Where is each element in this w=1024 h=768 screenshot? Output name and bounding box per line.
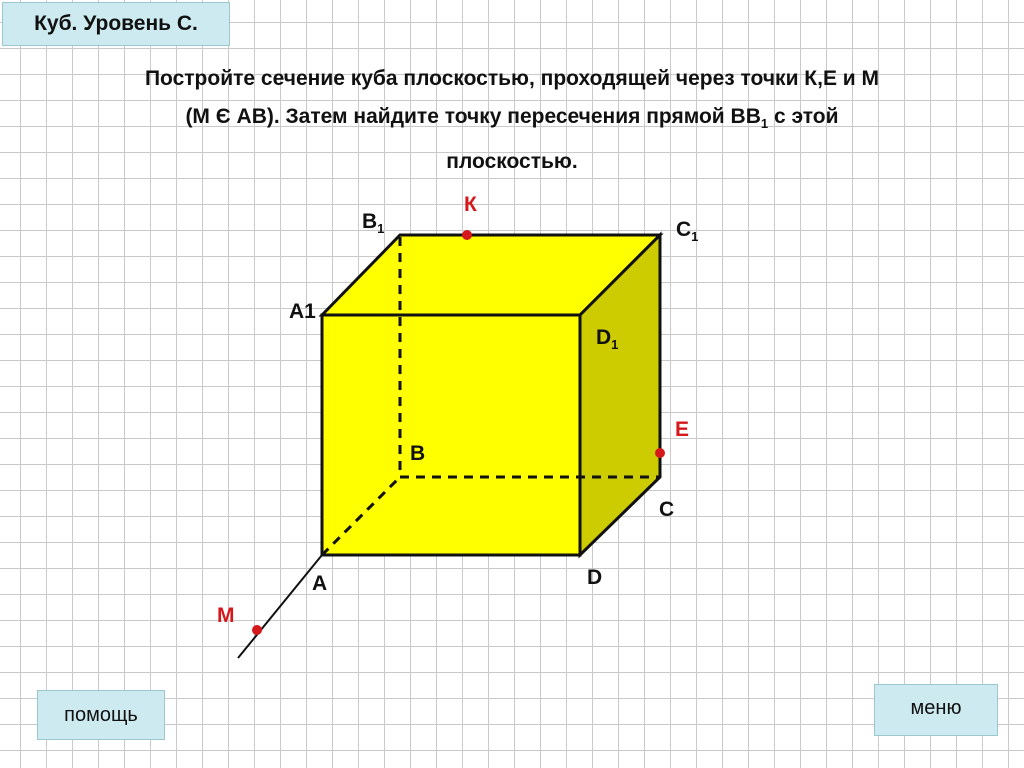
label-e: Е	[675, 418, 690, 441]
point-e	[655, 448, 665, 458]
task-line-2-text: (М Є АВ). Затем найдите точку пересечения прямой ВВ	[185, 105, 761, 128]
line-ab-extension	[238, 555, 322, 658]
label-c1: $С_1$	[676, 218, 699, 245]
help-button-label: помощь	[64, 703, 138, 726]
task-line-1: Постройте сечение куба плоскостью, проходящей через точки К,Е и М	[144, 67, 880, 90]
label-a: А	[312, 572, 328, 595]
label-a1: А1	[289, 300, 316, 323]
cube-front-face	[322, 315, 580, 555]
label-d1: $D_1$	[596, 326, 619, 353]
point-m	[252, 625, 262, 635]
label-b: В	[410, 442, 426, 465]
label-m: М	[217, 604, 235, 627]
task-line-2-end: с этой	[768, 105, 839, 128]
label-k: К	[464, 193, 477, 216]
help-button[interactable]	[37, 690, 165, 740]
menu-button-label: меню	[910, 697, 962, 719]
label-d: D	[587, 566, 603, 589]
point-k	[462, 230, 472, 240]
label-b1: $В_1$	[362, 210, 385, 237]
menu-button[interactable]	[874, 684, 998, 736]
label-c: С	[659, 498, 675, 521]
task-line-3: плоскостью.	[446, 150, 578, 174]
task-line-2-sub: 1	[760, 116, 769, 132]
page-title: Куб. Уровень С.	[2, 2, 230, 46]
